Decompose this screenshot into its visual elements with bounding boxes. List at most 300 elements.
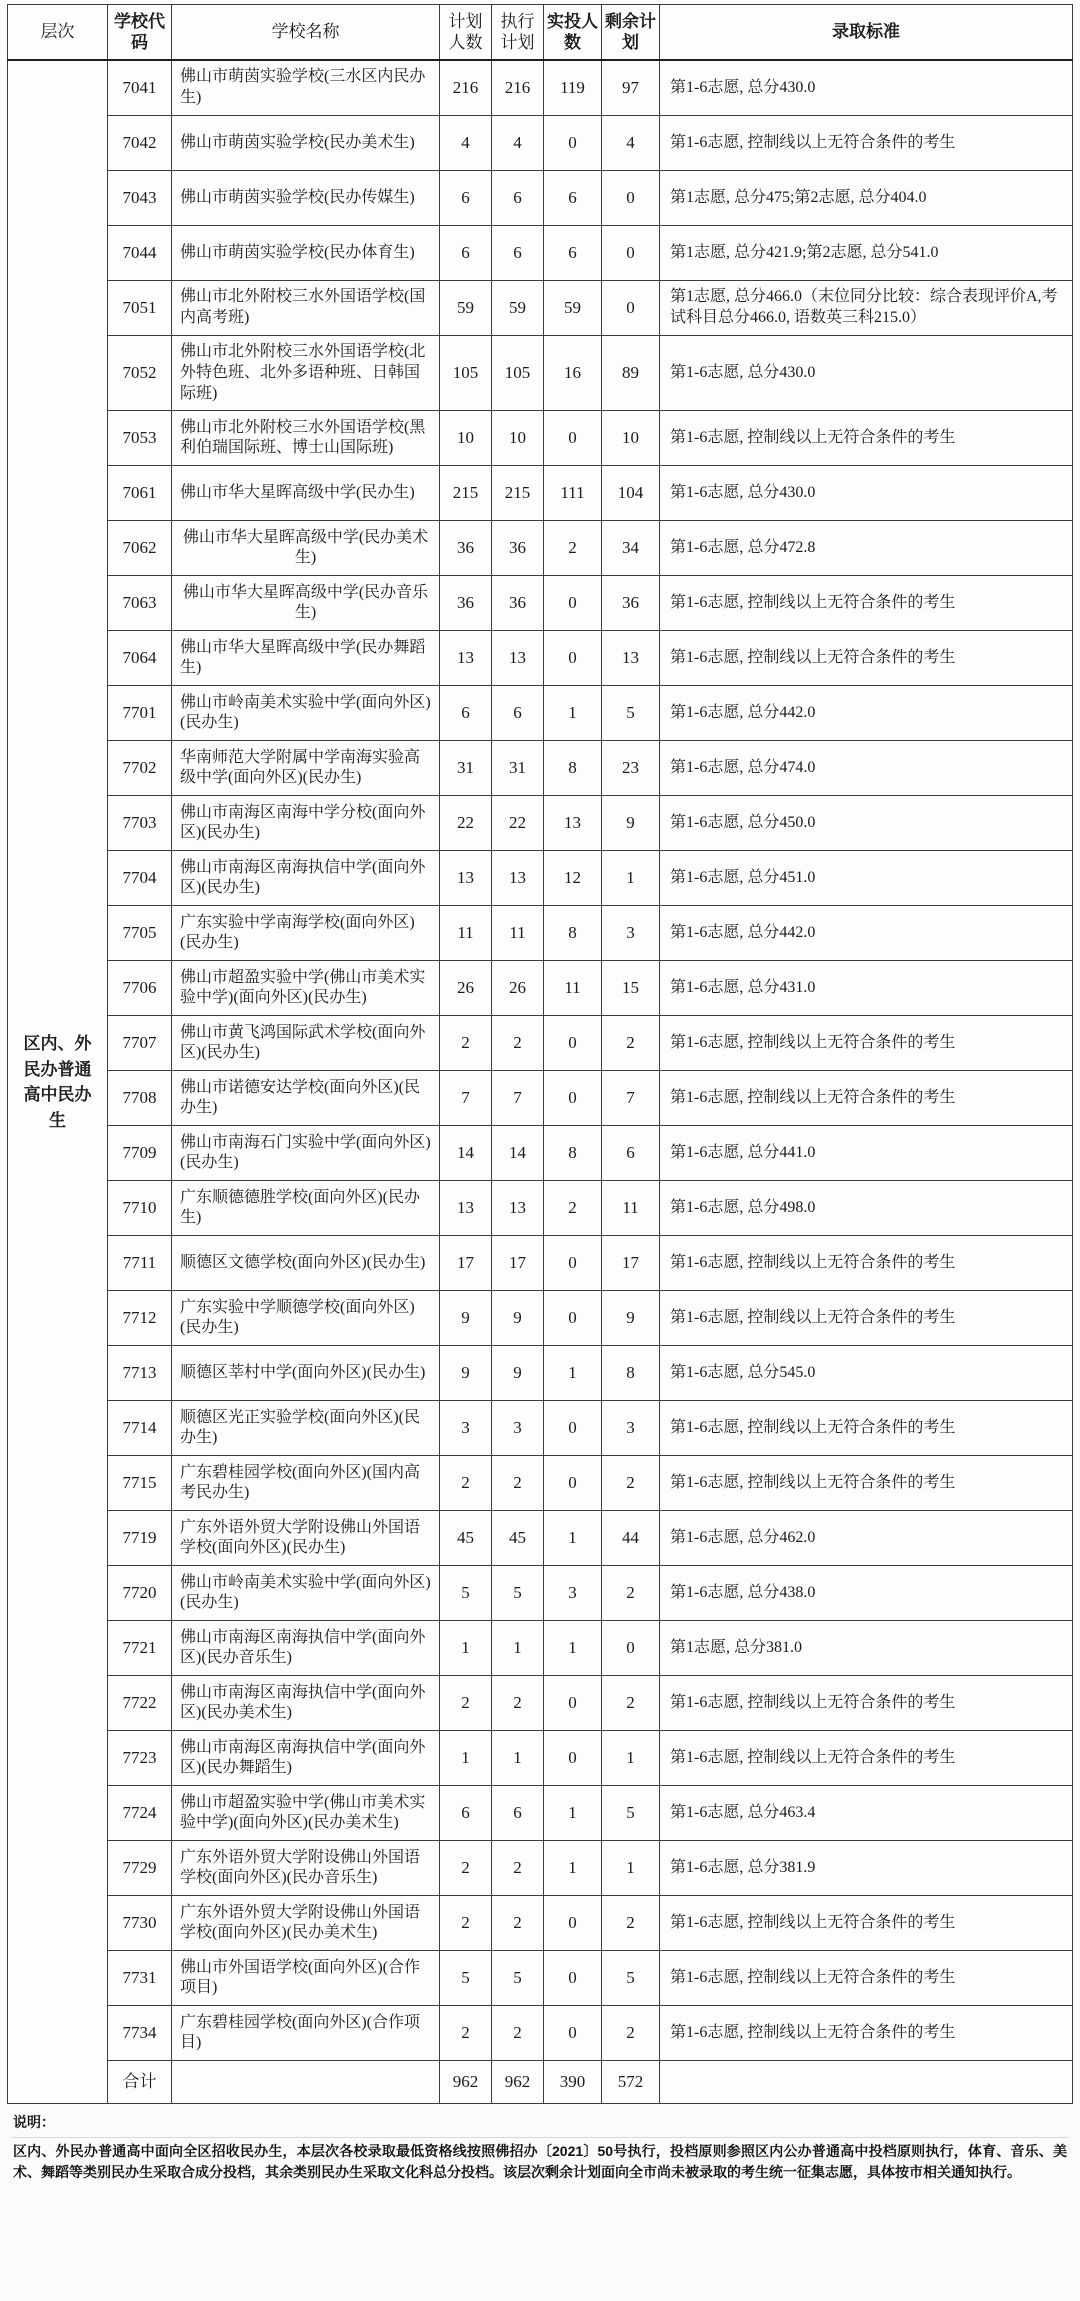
planned-count-cell: 22 bbox=[440, 796, 492, 851]
planned-count-cell: 6 bbox=[440, 1786, 492, 1841]
remaining-plan-cell: 3 bbox=[602, 906, 660, 961]
table-row bbox=[8, 1676, 1073, 1731]
table-row bbox=[8, 1016, 1073, 1071]
admission-standard-cell: 第1-6志愿, 控制线以上无符合条件的考生 bbox=[660, 1896, 1073, 1951]
remaining-plan-cell: 1 bbox=[602, 1841, 660, 1896]
actual-count-cell: 8 bbox=[544, 1126, 602, 1181]
actual-count-cell: 1 bbox=[544, 1841, 602, 1896]
remaining-plan-cell: 15 bbox=[602, 961, 660, 1016]
school-code-cell: 7731 bbox=[108, 1951, 172, 2006]
admission-standard-cell: 第1-6志愿, 控制线以上无符合条件的考生 bbox=[660, 1071, 1073, 1126]
actual-count-cell: 8 bbox=[544, 906, 602, 961]
school-name-cell: 佛山市外国语学校(面向外区)(合作项目) bbox=[172, 1951, 440, 2006]
remaining-plan-cell: 5 bbox=[602, 1951, 660, 2006]
planned-count-cell: 13 bbox=[440, 631, 492, 686]
school-code-cell: 7062 bbox=[108, 521, 172, 576]
executed-plan-cell: 26 bbox=[492, 961, 544, 1016]
executed-plan-cell: 6 bbox=[492, 226, 544, 281]
actual-count-cell: 0 bbox=[544, 576, 602, 631]
executed-plan-cell: 10 bbox=[492, 411, 544, 466]
actual-count-cell: 2 bbox=[544, 521, 602, 576]
executed-plan-cell: 9 bbox=[492, 1291, 544, 1346]
planned-count-cell: 31 bbox=[440, 741, 492, 796]
actual-count-cell: 0 bbox=[544, 1291, 602, 1346]
remaining-plan-cell: 5 bbox=[602, 686, 660, 741]
school-code-cell: 7053 bbox=[108, 411, 172, 466]
school-name-cell: 佛山市南海区南海执信中学(面向外区)(民办美术生) bbox=[172, 1676, 440, 1731]
planned-count-cell: 215 bbox=[440, 466, 492, 521]
school-code-cell: 7711 bbox=[108, 1236, 172, 1291]
admission-standard-cell: 第1-6志愿, 总分430.0 bbox=[660, 60, 1073, 116]
school-code-cell: 7708 bbox=[108, 1071, 172, 1126]
school-code-cell: 7712 bbox=[108, 1291, 172, 1346]
remaining-plan-cell: 0 bbox=[602, 226, 660, 281]
admission-standard-cell: 第1志愿, 总分466.0（末位同分比较：综合表现评价A,考试科目总分466.0, 语数英三科215.0） bbox=[660, 281, 1073, 336]
table-header-row bbox=[8, 5, 1073, 61]
admission-standard-cell: 第1-6志愿, 总分431.0 bbox=[660, 961, 1073, 1016]
remaining-plan-cell: 9 bbox=[602, 796, 660, 851]
admission-standard-cell: 第1-6志愿, 总分545.0 bbox=[660, 1346, 1073, 1401]
table-row bbox=[8, 961, 1073, 1016]
planned-count-cell: 9 bbox=[440, 1291, 492, 1346]
total-remaining-plan: 572 bbox=[602, 2061, 660, 2104]
school-name-cell: 广东外语外贸大学附设佛山外国语学校(面向外区)(民办生) bbox=[172, 1511, 440, 1566]
executed-plan-cell: 2 bbox=[492, 1841, 544, 1896]
school-name-cell: 佛山市超盈实验中学(佛山市美术实验中学)(面向外区)(民办美术生) bbox=[172, 1786, 440, 1841]
school-code-cell: 7041 bbox=[108, 60, 172, 116]
table-row bbox=[8, 741, 1073, 796]
actual-count-cell: 119 bbox=[544, 60, 602, 116]
executed-plan-cell: 2 bbox=[492, 1016, 544, 1071]
table-row bbox=[8, 2006, 1073, 2061]
table-row bbox=[8, 576, 1073, 631]
planned-count-cell: 36 bbox=[440, 521, 492, 576]
table-row bbox=[8, 686, 1073, 741]
notes bbox=[7, 2104, 1073, 2193]
school-code-cell: 7715 bbox=[108, 1456, 172, 1511]
actual-count-cell: 0 bbox=[544, 1236, 602, 1291]
actual-count-cell: 3 bbox=[544, 1566, 602, 1621]
actual-count-cell: 0 bbox=[544, 1676, 602, 1731]
school-name-cell: 佛山市超盈实验中学(佛山市美术实验中学)(面向外区)(民办生) bbox=[172, 961, 440, 1016]
planned-count-cell: 6 bbox=[440, 226, 492, 281]
admission-standard-cell: 第1-6志愿, 控制线以上无符合条件的考生 bbox=[660, 576, 1073, 631]
actual-count-cell: 0 bbox=[544, 1731, 602, 1786]
planned-count-cell: 17 bbox=[440, 1236, 492, 1291]
admission-standard-cell: 第1-6志愿, 控制线以上无符合条件的考生 bbox=[660, 1456, 1073, 1511]
admission-standard-cell: 第1-6志愿, 总分498.0 bbox=[660, 1181, 1073, 1236]
notes-title: 说明： bbox=[11, 2110, 1069, 2138]
admission-standard-cell: 第1-6志愿, 总分381.9 bbox=[660, 1841, 1073, 1896]
table-row bbox=[8, 631, 1073, 686]
table-row bbox=[8, 1621, 1073, 1676]
admission-standard-cell: 第1-6志愿, 总分438.0 bbox=[660, 1566, 1073, 1621]
remaining-plan-cell: 11 bbox=[602, 1181, 660, 1236]
table-row bbox=[8, 1786, 1073, 1841]
planned-count-cell: 105 bbox=[440, 336, 492, 411]
remaining-plan-cell: 6 bbox=[602, 1126, 660, 1181]
table-row bbox=[8, 1731, 1073, 1786]
planned-count-cell: 26 bbox=[440, 961, 492, 1016]
executed-plan-cell: 45 bbox=[492, 1511, 544, 1566]
executed-plan-cell: 5 bbox=[492, 1951, 544, 2006]
remaining-plan-cell: 17 bbox=[602, 1236, 660, 1291]
planned-count-cell: 36 bbox=[440, 576, 492, 631]
actual-count-cell: 1 bbox=[544, 1786, 602, 1841]
executed-plan-cell: 6 bbox=[492, 1786, 544, 1841]
school-code-cell: 7714 bbox=[108, 1401, 172, 1456]
admission-standard-cell: 第1志愿, 总分421.9;第2志愿, 总分541.0 bbox=[660, 226, 1073, 281]
executed-plan-cell: 9 bbox=[492, 1346, 544, 1401]
remaining-plan-cell: 2 bbox=[602, 1896, 660, 1951]
table-row bbox=[8, 1456, 1073, 1511]
remaining-plan-cell: 8 bbox=[602, 1346, 660, 1401]
executed-plan-cell: 2 bbox=[492, 1676, 544, 1731]
school-name-cell: 佛山市北外附校三水外国语学校(北外特色班、北外多语种班、日韩国际班) bbox=[172, 336, 440, 411]
remaining-plan-cell: 0 bbox=[602, 171, 660, 226]
admission-standard-cell: 第1-6志愿, 控制线以上无符合条件的考生 bbox=[660, 1676, 1073, 1731]
table-row bbox=[8, 1841, 1073, 1896]
school-code-cell: 7063 bbox=[108, 576, 172, 631]
column-header-school-name: 学校名称 bbox=[172, 5, 440, 61]
table-row bbox=[8, 281, 1073, 336]
school-name-cell: 广东顺德德胜学校(面向外区)(民办生) bbox=[172, 1181, 440, 1236]
table-row bbox=[8, 226, 1073, 281]
column-header-executed-plan: 执行计划 bbox=[492, 5, 544, 61]
admission-standard-cell: 第1-6志愿, 总分430.0 bbox=[660, 336, 1073, 411]
remaining-plan-cell: 1 bbox=[602, 851, 660, 906]
admission-standard-cell: 第1-6志愿, 控制线以上无符合条件的考生 bbox=[660, 1236, 1073, 1291]
admission-standard-cell: 第1-6志愿, 总分474.0 bbox=[660, 741, 1073, 796]
planned-count-cell: 6 bbox=[440, 171, 492, 226]
table-row bbox=[8, 851, 1073, 906]
admission-standard-cell: 第1-6志愿, 控制线以上无符合条件的考生 bbox=[660, 1016, 1073, 1071]
table-row bbox=[8, 1291, 1073, 1346]
table-row bbox=[8, 336, 1073, 411]
actual-count-cell: 1 bbox=[544, 1511, 602, 1566]
remaining-plan-cell: 2 bbox=[602, 2006, 660, 2061]
table-row bbox=[8, 60, 1073, 116]
executed-plan-cell: 36 bbox=[492, 576, 544, 631]
column-header-remaining-plan: 剩余计划 bbox=[602, 5, 660, 61]
executed-plan-cell: 31 bbox=[492, 741, 544, 796]
table-row bbox=[8, 466, 1073, 521]
total-executed-plan: 962 bbox=[492, 2061, 544, 2104]
table-row bbox=[8, 411, 1073, 466]
actual-count-cell: 0 bbox=[544, 411, 602, 466]
school-code-cell: 7061 bbox=[108, 466, 172, 521]
planned-count-cell: 2 bbox=[440, 1896, 492, 1951]
admission-standard-cell: 第1-6志愿, 总分463.4 bbox=[660, 1786, 1073, 1841]
admission-standard-cell: 第1-6志愿, 控制线以上无符合条件的考生 bbox=[660, 1401, 1073, 1456]
school-code-cell: 7729 bbox=[108, 1841, 172, 1896]
table-row bbox=[8, 1236, 1073, 1291]
column-header-admission-standard: 录取标准 bbox=[660, 5, 1073, 61]
table-row bbox=[8, 906, 1073, 961]
school-name-cell: 佛山市萌茵实验学校(民办体育生) bbox=[172, 226, 440, 281]
school-name-cell: 佛山市萌茵实验学校(民办美术生) bbox=[172, 116, 440, 171]
admission-standard-cell: 第1-6志愿, 总分442.0 bbox=[660, 906, 1073, 961]
admission-standard-cell: 第1-6志愿, 控制线以上无符合条件的考生 bbox=[660, 1291, 1073, 1346]
actual-count-cell: 0 bbox=[544, 1456, 602, 1511]
school-name-cell: 佛山市岭南美术实验中学(面向外区)(民办生) bbox=[172, 1566, 440, 1621]
remaining-plan-cell: 13 bbox=[602, 631, 660, 686]
table-row bbox=[8, 1566, 1073, 1621]
planned-count-cell: 5 bbox=[440, 1566, 492, 1621]
executed-plan-cell: 215 bbox=[492, 466, 544, 521]
school-name-cell: 佛山市南海区南海执信中学(面向外区)(民办生) bbox=[172, 851, 440, 906]
remaining-plan-cell: 5 bbox=[602, 1786, 660, 1841]
actual-count-cell: 0 bbox=[544, 1071, 602, 1126]
executed-plan-cell: 13 bbox=[492, 1181, 544, 1236]
school-code-cell: 7052 bbox=[108, 336, 172, 411]
planned-count-cell: 10 bbox=[440, 411, 492, 466]
remaining-plan-cell: 36 bbox=[602, 576, 660, 631]
total-standard-cell bbox=[660, 2061, 1073, 2104]
planned-count-cell: 9 bbox=[440, 1346, 492, 1401]
admission-standard-cell: 第1-6志愿, 控制线以上无符合条件的考生 bbox=[660, 411, 1073, 466]
actual-count-cell: 16 bbox=[544, 336, 602, 411]
admission-standard-cell: 第1-6志愿, 总分462.0 bbox=[660, 1511, 1073, 1566]
planned-count-cell: 2 bbox=[440, 2006, 492, 2061]
school-code-cell: 7706 bbox=[108, 961, 172, 1016]
remaining-plan-cell: 2 bbox=[602, 1566, 660, 1621]
admission-standard-cell: 第1志愿, 总分381.0 bbox=[660, 1621, 1073, 1676]
school-name-cell: 广东实验中学顺德学校(面向外区)(民办生) bbox=[172, 1291, 440, 1346]
remaining-plan-cell: 2 bbox=[602, 1016, 660, 1071]
executed-plan-cell: 13 bbox=[492, 851, 544, 906]
remaining-plan-cell: 34 bbox=[602, 521, 660, 576]
executed-plan-cell: 22 bbox=[492, 796, 544, 851]
total-actual-count: 390 bbox=[544, 2061, 602, 2104]
school-code-cell: 7734 bbox=[108, 2006, 172, 2061]
planned-count-cell: 5 bbox=[440, 1951, 492, 2006]
remaining-plan-cell: 44 bbox=[602, 1511, 660, 1566]
actual-count-cell: 0 bbox=[544, 631, 602, 686]
school-name-cell: 佛山市华大星晖高级中学(民办音乐生) bbox=[172, 576, 440, 631]
school-name-cell: 佛山市萌茵实验学校(民办传媒生) bbox=[172, 171, 440, 226]
actual-count-cell: 6 bbox=[544, 226, 602, 281]
school-name-cell: 佛山市南海区南海执信中学(面向外区)(民办音乐生) bbox=[172, 1621, 440, 1676]
school-name-cell: 佛山市南海区南海中学分校(面向外区)(民办生) bbox=[172, 796, 440, 851]
school-name-cell: 佛山市萌茵实验学校(三水区内民办生) bbox=[172, 60, 440, 116]
table-row bbox=[8, 1401, 1073, 1456]
executed-plan-cell: 2 bbox=[492, 2006, 544, 2061]
actual-count-cell: 0 bbox=[544, 1016, 602, 1071]
actual-count-cell: 1 bbox=[544, 686, 602, 741]
school-code-cell: 7719 bbox=[108, 1511, 172, 1566]
actual-count-cell: 0 bbox=[544, 116, 602, 171]
remaining-plan-cell: 3 bbox=[602, 1401, 660, 1456]
executed-plan-cell: 14 bbox=[492, 1126, 544, 1181]
table-row bbox=[8, 116, 1073, 171]
school-name-cell: 广东碧桂园学校(面向外区)(合作项目) bbox=[172, 2006, 440, 2061]
remaining-plan-cell: 7 bbox=[602, 1071, 660, 1126]
school-name-cell: 佛山市北外附校三水外国语学校(国内高考班) bbox=[172, 281, 440, 336]
actual-count-cell: 6 bbox=[544, 171, 602, 226]
executed-plan-cell: 13 bbox=[492, 631, 544, 686]
executed-plan-cell: 4 bbox=[492, 116, 544, 171]
executed-plan-cell: 17 bbox=[492, 1236, 544, 1291]
school-name-cell: 佛山市黄飞鸿国际武术学校(面向外区)(民办生) bbox=[172, 1016, 440, 1071]
school-name-cell: 佛山市华大星晖高级中学(民办美术生) bbox=[172, 521, 440, 576]
planned-count-cell: 6 bbox=[440, 686, 492, 741]
planned-count-cell: 13 bbox=[440, 1181, 492, 1236]
school-code-cell: 7704 bbox=[108, 851, 172, 906]
school-name-cell: 佛山市华大星晖高级中学(民办舞蹈生) bbox=[172, 631, 440, 686]
planned-count-cell: 1 bbox=[440, 1731, 492, 1786]
table-row bbox=[8, 1181, 1073, 1236]
admission-standard-cell: 第1-6志愿, 控制线以上无符合条件的考生 bbox=[660, 1951, 1073, 2006]
executed-plan-cell: 36 bbox=[492, 521, 544, 576]
planned-count-cell: 2 bbox=[440, 1456, 492, 1511]
school-code-cell: 7722 bbox=[108, 1676, 172, 1731]
school-name-cell: 广东外语外贸大学附设佛山外国语学校(面向外区)(民办音乐生) bbox=[172, 1841, 440, 1896]
school-name-cell: 华南师范大学附属中学南海实验高级中学(面向外区)(民办生) bbox=[172, 741, 440, 796]
school-code-cell: 7702 bbox=[108, 741, 172, 796]
school-code-cell: 7730 bbox=[108, 1896, 172, 1951]
table-row bbox=[8, 1126, 1073, 1181]
admission-standard-cell: 第1-6志愿, 控制线以上无符合条件的考生 bbox=[660, 116, 1073, 171]
table-row bbox=[8, 1511, 1073, 1566]
planned-count-cell: 7 bbox=[440, 1071, 492, 1126]
table-row bbox=[8, 1346, 1073, 1401]
executed-plan-cell: 3 bbox=[492, 1401, 544, 1456]
admission-standard-cell: 第1-6志愿, 控制线以上无符合条件的考生 bbox=[660, 2006, 1073, 2061]
actual-count-cell: 1 bbox=[544, 1621, 602, 1676]
planned-count-cell: 3 bbox=[440, 1401, 492, 1456]
table-row bbox=[8, 1951, 1073, 2006]
planned-count-cell: 2 bbox=[440, 1676, 492, 1731]
planned-count-cell: 13 bbox=[440, 851, 492, 906]
school-code-cell: 7707 bbox=[108, 1016, 172, 1071]
total-label: 合计 bbox=[108, 2061, 172, 2104]
actual-count-cell: 111 bbox=[544, 466, 602, 521]
executed-plan-cell: 2 bbox=[492, 1896, 544, 1951]
school-code-cell: 7703 bbox=[108, 796, 172, 851]
actual-count-cell: 0 bbox=[544, 2006, 602, 2061]
column-header-actual-count: 实投人数 bbox=[544, 5, 602, 61]
executed-plan-cell: 6 bbox=[492, 171, 544, 226]
school-name-cell: 佛山市华大星晖高级中学(民办生) bbox=[172, 466, 440, 521]
executed-plan-cell: 5 bbox=[492, 1566, 544, 1621]
executed-plan-cell: 1 bbox=[492, 1621, 544, 1676]
executed-plan-cell: 7 bbox=[492, 1071, 544, 1126]
remaining-plan-cell: 1 bbox=[602, 1731, 660, 1786]
school-name-cell: 广东实验中学南海学校(面向外区)(民办生) bbox=[172, 906, 440, 961]
actual-count-cell: 13 bbox=[544, 796, 602, 851]
school-code-cell: 7724 bbox=[108, 1786, 172, 1841]
school-name-cell: 佛山市岭南美术实验中学(面向外区)(民办生) bbox=[172, 686, 440, 741]
table-row bbox=[8, 171, 1073, 226]
admission-standard-cell: 第1-6志愿, 总分442.0 bbox=[660, 686, 1073, 741]
planned-count-cell: 4 bbox=[440, 116, 492, 171]
table-row bbox=[8, 796, 1073, 851]
planned-count-cell: 11 bbox=[440, 906, 492, 961]
school-code-cell: 7710 bbox=[108, 1181, 172, 1236]
admissions-table bbox=[7, 4, 1073, 2104]
school-code-cell: 7064 bbox=[108, 631, 172, 686]
school-code-cell: 7709 bbox=[108, 1126, 172, 1181]
remaining-plan-cell: 97 bbox=[602, 60, 660, 116]
executed-plan-cell: 1 bbox=[492, 1731, 544, 1786]
actual-count-cell: 0 bbox=[544, 1401, 602, 1456]
remaining-plan-cell: 10 bbox=[602, 411, 660, 466]
remaining-plan-cell: 89 bbox=[602, 336, 660, 411]
planned-count-cell: 1 bbox=[440, 1621, 492, 1676]
remaining-plan-cell: 0 bbox=[602, 281, 660, 336]
remaining-plan-cell: 2 bbox=[602, 1676, 660, 1731]
executed-plan-cell: 59 bbox=[492, 281, 544, 336]
table-body bbox=[8, 60, 1073, 2104]
actual-count-cell: 2 bbox=[544, 1181, 602, 1236]
school-name-cell: 佛山市诺德安达学校(面向外区)(民办生) bbox=[172, 1071, 440, 1126]
executed-plan-cell: 216 bbox=[492, 60, 544, 116]
planned-count-cell: 14 bbox=[440, 1126, 492, 1181]
planned-count-cell: 59 bbox=[440, 281, 492, 336]
school-code-cell: 7042 bbox=[108, 116, 172, 171]
remaining-plan-cell: 23 bbox=[602, 741, 660, 796]
column-header-level: 层次 bbox=[8, 5, 108, 61]
school-code-cell: 7044 bbox=[108, 226, 172, 281]
table-row bbox=[8, 1071, 1073, 1126]
school-name-cell: 顺德区光正实验学校(面向外区)(民办生) bbox=[172, 1401, 440, 1456]
executed-plan-cell: 11 bbox=[492, 906, 544, 961]
actual-count-cell: 59 bbox=[544, 281, 602, 336]
total-name-cell bbox=[172, 2061, 440, 2104]
actual-count-cell: 1 bbox=[544, 1346, 602, 1401]
column-header-planned-count: 计划人数 bbox=[440, 5, 492, 61]
school-code-cell: 7705 bbox=[108, 906, 172, 961]
total-row bbox=[8, 2061, 1073, 2104]
total-planned-count: 962 bbox=[440, 2061, 492, 2104]
remaining-plan-cell: 2 bbox=[602, 1456, 660, 1511]
school-name-cell: 佛山市北外附校三水外国语学校(黑利伯瑞国际班、博士山国际班) bbox=[172, 411, 440, 466]
remaining-plan-cell: 4 bbox=[602, 116, 660, 171]
executed-plan-cell: 105 bbox=[492, 336, 544, 411]
school-name-cell: 广东外语外贸大学附设佛山外国语学校(面向外区)(民办美术生) bbox=[172, 1896, 440, 1951]
actual-count-cell: 11 bbox=[544, 961, 602, 1016]
school-name-cell: 顺德区文德学校(面向外区)(民办生) bbox=[172, 1236, 440, 1291]
school-code-cell: 7701 bbox=[108, 686, 172, 741]
admission-standard-cell: 第1-6志愿, 总分441.0 bbox=[660, 1126, 1073, 1181]
admission-standard-cell: 第1-6志愿, 总分450.0 bbox=[660, 796, 1073, 851]
admission-standard-cell: 第1-6志愿, 总分472.8 bbox=[660, 521, 1073, 576]
school-name-cell: 佛山市南海区南海执信中学(面向外区)(民办舞蹈生) bbox=[172, 1731, 440, 1786]
actual-count-cell: 0 bbox=[544, 1896, 602, 1951]
executed-plan-cell: 6 bbox=[492, 686, 544, 741]
actual-count-cell: 12 bbox=[544, 851, 602, 906]
planned-count-cell: 45 bbox=[440, 1511, 492, 1566]
school-name-cell: 广东碧桂园学校(面向外区)(国内高考民办生) bbox=[172, 1456, 440, 1511]
table-row bbox=[8, 1896, 1073, 1951]
planned-count-cell: 2 bbox=[440, 1841, 492, 1896]
table-row bbox=[8, 521, 1073, 576]
admission-standard-cell: 第1-6志愿, 控制线以上无符合条件的考生 bbox=[660, 1731, 1073, 1786]
admission-standard-cell: 第1-6志愿, 总分430.0 bbox=[660, 466, 1073, 521]
admission-standard-cell: 第1-6志愿, 总分451.0 bbox=[660, 851, 1073, 906]
remaining-plan-cell: 104 bbox=[602, 466, 660, 521]
actual-count-cell: 0 bbox=[544, 1951, 602, 2006]
actual-count-cell: 8 bbox=[544, 741, 602, 796]
school-code-cell: 7051 bbox=[108, 281, 172, 336]
remaining-plan-cell: 0 bbox=[602, 1621, 660, 1676]
planned-count-cell: 2 bbox=[440, 1016, 492, 1071]
admission-standard-cell: 第1志愿, 总分475;第2志愿, 总分404.0 bbox=[660, 171, 1073, 226]
school-code-cell: 7043 bbox=[108, 171, 172, 226]
school-code-cell: 7720 bbox=[108, 1566, 172, 1621]
column-header-school-code: 学校代码 bbox=[108, 5, 172, 61]
